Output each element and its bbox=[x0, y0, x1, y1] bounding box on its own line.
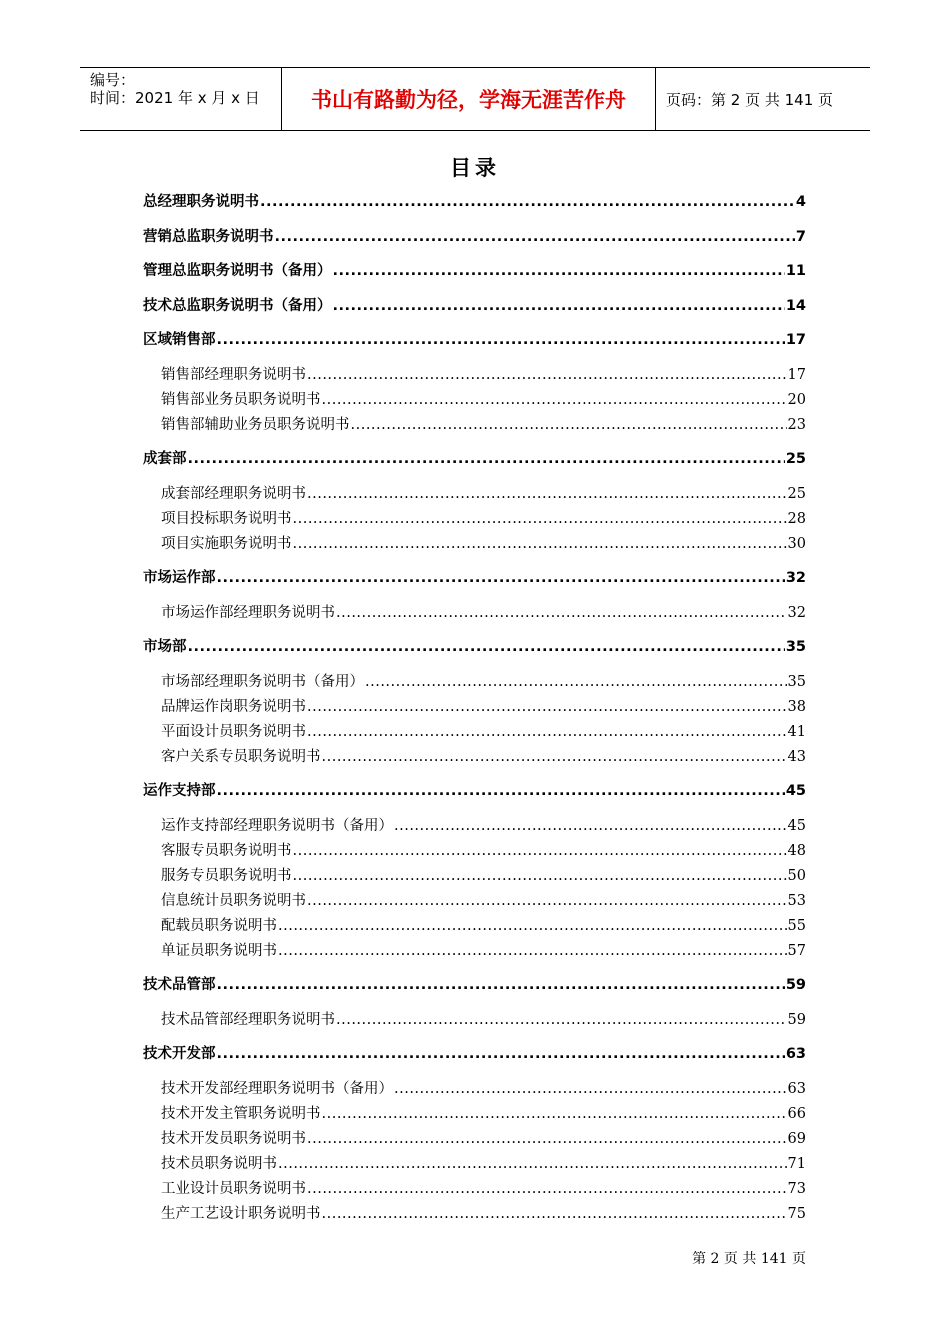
toc-entry[interactable] bbox=[143, 602, 806, 624]
toc-entry-page: 75 bbox=[787, 1205, 806, 1222]
toc-entry-page: 57 bbox=[787, 942, 806, 959]
header-number-label: 编号： bbox=[90, 71, 136, 89]
toc-entry[interactable] bbox=[143, 915, 806, 937]
header-motto: 书山有路勤为径，学海无涯苦作舟 bbox=[282, 68, 656, 130]
toc-entry-page: 63 bbox=[787, 1080, 806, 1097]
toc-entry-page: 11 bbox=[785, 263, 806, 279]
toc-entry-label: 管理总监职务说明书（备用） bbox=[143, 263, 332, 279]
toc-dot-leader bbox=[336, 602, 787, 624]
toc-entry-label: 技术开发部经理职务说明书（备用） bbox=[161, 1080, 393, 1097]
toc-entry-label: 工业设计员职务说明书 bbox=[161, 1180, 306, 1197]
toc-entry-page: 35 bbox=[787, 673, 806, 690]
toc-entry-page: 59 bbox=[787, 1011, 806, 1028]
toc-section-entry[interactable] bbox=[143, 260, 806, 282]
toc-section-entry[interactable] bbox=[143, 226, 806, 248]
toc-entry-page: 23 bbox=[787, 416, 806, 433]
toc-entry-label: 销售部业务员职务说明书 bbox=[161, 391, 321, 408]
toc-entry[interactable] bbox=[143, 508, 806, 530]
toc-entry-page: 14 bbox=[785, 297, 806, 314]
toc-entry-page: 59 bbox=[785, 977, 806, 993]
toc-dot-leader bbox=[188, 636, 785, 658]
toc-entry[interactable] bbox=[143, 389, 806, 411]
toc-entry-page: 53 bbox=[787, 892, 806, 909]
toc-entry-page: 7 bbox=[795, 228, 806, 245]
toc-entry-label: 技术品管部 bbox=[143, 977, 216, 993]
toc-dot-leader bbox=[275, 226, 795, 248]
toc-entry-page: 38 bbox=[787, 698, 806, 715]
toc-entry[interactable] bbox=[143, 364, 806, 386]
toc-entry[interactable] bbox=[143, 1153, 806, 1175]
toc-entry[interactable] bbox=[143, 721, 806, 743]
toc-entry-page: 25 bbox=[785, 451, 806, 467]
toc-entry-label: 平面设计员职务说明书 bbox=[161, 723, 306, 740]
toc-entry-label: 运作支持部 bbox=[143, 783, 216, 799]
toc-entry-page: 4 bbox=[795, 194, 806, 210]
toc-entry-label: 单证员职务说明书 bbox=[161, 942, 277, 959]
toc-entry-page: 66 bbox=[787, 1105, 806, 1122]
toc-entry-label: 服务专员职务说明书 bbox=[161, 867, 292, 884]
toc-dot-leader bbox=[278, 1153, 787, 1175]
toc-entry[interactable] bbox=[143, 1203, 806, 1225]
toc-entry-label: 成套部经理职务说明书 bbox=[161, 485, 306, 502]
toc-entry[interactable] bbox=[143, 865, 806, 887]
toc-dot-leader bbox=[394, 815, 787, 837]
toc-entry-label: 市场运作部经理职务说明书 bbox=[161, 604, 335, 621]
toc-dot-leader bbox=[293, 508, 787, 530]
toc-dot-leader bbox=[351, 414, 787, 436]
toc-entry-label: 技术员职务说明书 bbox=[161, 1155, 277, 1172]
toc-dot-leader bbox=[336, 1009, 787, 1031]
toc-entry-page: 20 bbox=[787, 391, 806, 408]
toc-dot-leader bbox=[293, 865, 787, 887]
toc-entry[interactable] bbox=[143, 940, 806, 962]
toc-entry-label: 运作支持部经理职务说明书（备用） bbox=[161, 817, 393, 834]
toc-dot-leader bbox=[322, 1103, 787, 1125]
toc-entry-label: 技术总监职务说明书（备用） bbox=[143, 297, 332, 314]
toc-entry-label: 区域销售部 bbox=[143, 332, 216, 348]
toc-entry[interactable] bbox=[143, 1178, 806, 1200]
toc-section-entry[interactable] bbox=[143, 295, 806, 317]
toc-entry-page: 63 bbox=[785, 1046, 806, 1062]
toc-dot-leader bbox=[307, 1128, 787, 1150]
toc-dot-leader bbox=[394, 1078, 787, 1100]
toc-section-entry[interactable] bbox=[143, 567, 806, 589]
toc-entry-page: 48 bbox=[787, 842, 806, 859]
toc-dot-leader bbox=[307, 696, 787, 718]
toc-entry[interactable] bbox=[143, 483, 806, 505]
toc-title: 目录 bbox=[450, 156, 500, 180]
toc-entry-label: 技术开发员职务说明书 bbox=[161, 1130, 306, 1147]
toc-dot-leader bbox=[322, 389, 787, 411]
toc-entry-label: 项目实施职务说明书 bbox=[161, 535, 292, 552]
toc-dot-leader bbox=[307, 721, 787, 743]
toc-dot-leader bbox=[217, 974, 785, 996]
toc-section-entry[interactable] bbox=[143, 974, 806, 996]
toc-dot-leader bbox=[260, 191, 795, 213]
toc-entry[interactable] bbox=[143, 815, 806, 837]
toc-entry-page: 32 bbox=[785, 570, 806, 586]
toc-entry-label: 技术开发部 bbox=[143, 1046, 216, 1062]
toc-entry-page: 35 bbox=[785, 639, 806, 655]
toc-entry-label: 销售部辅助业务员职务说明书 bbox=[161, 416, 350, 433]
toc-section-entry[interactable] bbox=[143, 191, 806, 213]
toc-section-entry[interactable] bbox=[143, 448, 806, 470]
toc-entry-label: 生产工艺设计职务说明书 bbox=[161, 1205, 321, 1222]
toc-entry[interactable] bbox=[143, 414, 806, 436]
toc-entry[interactable] bbox=[143, 1009, 806, 1031]
toc-entry[interactable] bbox=[143, 746, 806, 768]
toc-dot-leader bbox=[217, 1043, 785, 1065]
toc-entry[interactable] bbox=[143, 890, 806, 912]
toc-dot-leader bbox=[278, 915, 787, 937]
toc-entry-label: 信息统计员职务说明书 bbox=[161, 892, 306, 909]
toc-entry-label: 项目投标职务说明书 bbox=[161, 510, 292, 527]
toc-entry-page: 32 bbox=[787, 604, 806, 621]
toc-section-entry[interactable] bbox=[143, 636, 806, 658]
toc-entry-label: 市场部 bbox=[143, 639, 187, 655]
toc-entry[interactable] bbox=[143, 1128, 806, 1150]
toc-entry-label: 客服专员职务说明书 bbox=[161, 842, 292, 859]
page-header bbox=[80, 67, 870, 131]
toc-dot-leader bbox=[307, 890, 787, 912]
toc-entry-page: 17 bbox=[785, 332, 806, 348]
toc-entry-page: 71 bbox=[787, 1155, 806, 1172]
toc-entry[interactable] bbox=[143, 1078, 806, 1100]
toc-dot-leader bbox=[217, 567, 785, 589]
toc-dot-leader bbox=[217, 780, 785, 802]
toc-entry-page: 41 bbox=[787, 723, 806, 740]
toc-entry[interactable] bbox=[143, 840, 806, 862]
toc-entry[interactable] bbox=[143, 671, 806, 693]
header-time-label: 时间：2021 年 x 月 x 日 bbox=[90, 89, 260, 107]
toc-entry-label: 销售部经理职务说明书 bbox=[161, 366, 306, 383]
toc-entry-page: 45 bbox=[785, 783, 806, 799]
toc-dot-leader bbox=[307, 364, 787, 386]
toc-entry-label: 客户关系专员职务说明书 bbox=[161, 748, 321, 765]
header-page-info: 页码：第 2 页 共 141 页 bbox=[666, 90, 834, 109]
toc-dot-leader bbox=[322, 1203, 787, 1225]
toc-entry-page: 30 bbox=[787, 535, 806, 552]
page-footer: 第 2 页 共 141 页 bbox=[692, 1251, 806, 1267]
toc-section-entry[interactable] bbox=[143, 780, 806, 802]
toc-entry-label: 技术品管部经理职务说明书 bbox=[161, 1011, 335, 1028]
header-meta bbox=[80, 68, 282, 130]
toc-entry-label: 成套部 bbox=[143, 451, 187, 467]
toc-section-entry[interactable] bbox=[143, 329, 806, 351]
toc-entry-page: 55 bbox=[787, 917, 806, 934]
toc-entry[interactable] bbox=[143, 533, 806, 555]
toc-entry-label: 配载员职务说明书 bbox=[161, 917, 277, 934]
toc-entry-page: 17 bbox=[787, 366, 806, 383]
toc-dot-leader bbox=[293, 840, 787, 862]
toc-entry-page: 25 bbox=[787, 485, 806, 502]
toc-entry-page: 28 bbox=[787, 510, 806, 527]
toc-entry-page: 45 bbox=[787, 817, 806, 834]
toc-dot-leader bbox=[188, 448, 785, 470]
toc-entry-label: 技术开发主管职务说明书 bbox=[161, 1105, 321, 1122]
toc-entry[interactable] bbox=[143, 1103, 806, 1125]
toc-entry-page: 43 bbox=[787, 748, 806, 765]
toc-entry-label: 营销总监职务说明书 bbox=[143, 228, 274, 245]
toc-entry-page: 50 bbox=[787, 867, 806, 884]
toc-dot-leader bbox=[278, 940, 787, 962]
toc-entry-page: 73 bbox=[787, 1180, 806, 1197]
toc-entry-label: 市场部经理职务说明书（备用） bbox=[161, 673, 364, 690]
toc-dot-leader bbox=[217, 329, 785, 351]
toc-dot-leader bbox=[333, 295, 785, 317]
toc-dot-leader bbox=[322, 746, 787, 768]
toc-dot-leader bbox=[293, 533, 787, 555]
toc-section-entry[interactable] bbox=[143, 1043, 806, 1065]
toc-entry-page: 69 bbox=[787, 1130, 806, 1147]
toc-entry[interactable] bbox=[143, 696, 806, 718]
toc-entry-label: 总经理职务说明书 bbox=[143, 194, 259, 210]
toc-dot-leader bbox=[365, 671, 787, 693]
toc-entry-label: 品牌运作岗职务说明书 bbox=[161, 698, 306, 715]
toc-dot-leader bbox=[307, 1178, 787, 1200]
toc-dot-leader bbox=[333, 260, 785, 282]
toc-dot-leader bbox=[307, 483, 787, 505]
toc-entry-label: 市场运作部 bbox=[143, 570, 216, 586]
